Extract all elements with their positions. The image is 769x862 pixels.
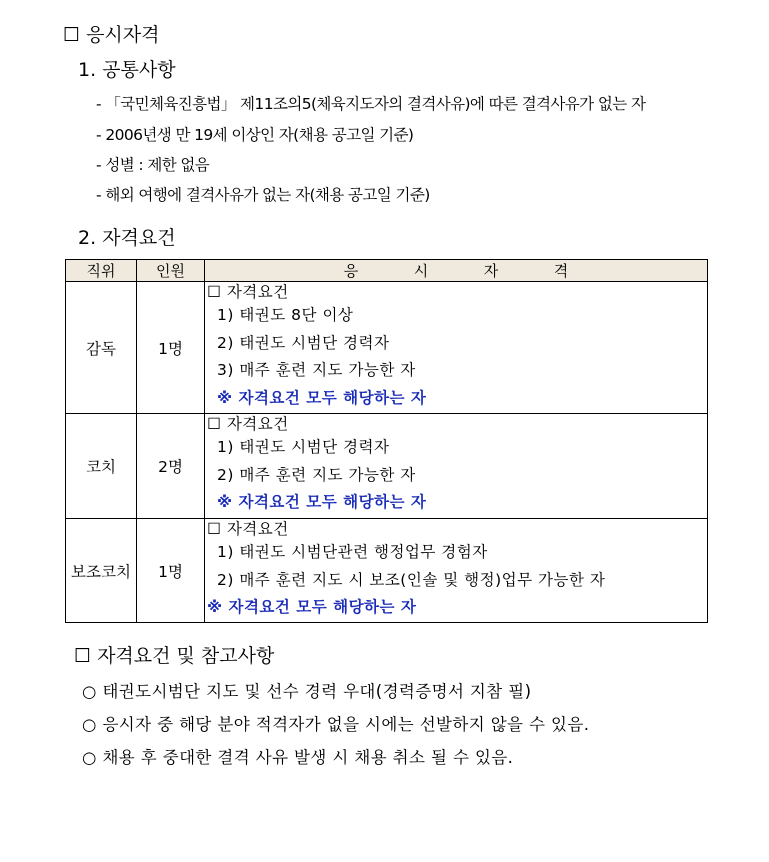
reference-title: ☐ 자격요건 및 참고사항 xyxy=(74,645,275,667)
requirement-line: 1) 태권도 8단 이상 xyxy=(217,306,354,324)
requirement-line: 2) 매주 훈련 지도 시 보조(인솔 및 행정)업무 가능한 자 xyxy=(217,570,606,589)
checkbox-label: ☐ 자격요건 xyxy=(207,520,289,538)
row-count: 1명 xyxy=(137,282,205,414)
checkbox-label: ☐ 자격요건 xyxy=(207,283,289,301)
header-qualification xyxy=(205,260,708,282)
row-position: 코치 xyxy=(66,414,137,519)
header-qual-char: 시 xyxy=(413,262,429,280)
requirement-line: 3) 매주 훈련 지도 가능한 자 xyxy=(217,361,416,379)
reference-item-1: ○ 태권도시범단 지도 및 선수 경력 우대(경력증명서 지참 필) xyxy=(82,682,532,701)
row-qualification xyxy=(205,282,708,414)
row-count: 2명 xyxy=(137,414,205,519)
table-row xyxy=(66,519,708,623)
row-qualification xyxy=(205,414,708,519)
header-qual-char: 자 xyxy=(483,262,499,280)
common-item-3: - 성별 : 제한 없음 xyxy=(96,156,210,174)
common-requirements-title: 1. 공통사항 xyxy=(78,59,176,81)
common-item-2: - 2006년생 만 19세 이상인 자(채용 공고일 기준) xyxy=(96,126,414,144)
row-position: 보조코치 xyxy=(66,519,137,623)
requirement-line: 2) 매주 훈련 지도 가능한 자 xyxy=(217,465,416,484)
requirement-line: 1) 태권도 시범단 경력자 xyxy=(217,438,390,456)
common-item-4: - 해외 여행에 결격사유가 없는 자(채용 공고일 기준) xyxy=(96,186,430,204)
header-position: 직위 xyxy=(66,260,137,282)
section-heading: ☐ 응시자격 xyxy=(63,24,160,46)
table-row xyxy=(66,282,708,414)
common-item-1: - 「국민체육진흥법」 제11조의5(체육지도자의 결격사유)에 따른 결격사유가 없는 자 xyxy=(96,95,646,113)
row-count: 1명 xyxy=(137,519,205,623)
header-count: 인원 xyxy=(137,260,205,282)
table-row xyxy=(66,414,708,519)
qualification-table xyxy=(65,259,708,623)
requirement-line: 2) 태권도 시범단 경력자 xyxy=(217,333,390,352)
requirement-note: ※ 자격요건 모두 해당하는 자 xyxy=(217,388,427,407)
reference-item-2: ○ 응시자 중 해당 분야 적격자가 없을 시에는 선발하지 않을 수 있음. xyxy=(82,715,590,734)
header-qual-char: 격 xyxy=(553,262,569,280)
qualification-requirements-title: 2. 자격요건 xyxy=(78,227,176,249)
reference-item-3: ○ 채용 후 중대한 결격 사유 발생 시 채용 취소 될 수 있음. xyxy=(82,748,514,767)
header-qual-char: 응 xyxy=(343,262,359,280)
row-qualification xyxy=(205,519,708,623)
checkbox-label: ☐ 자격요건 xyxy=(207,415,289,433)
requirement-note: ※ 자격요건 모두 해당하는 자 xyxy=(217,493,427,511)
requirement-note: ※ 자격요건 모두 해당하는 자 xyxy=(207,598,417,616)
requirement-line: 1) 태권도 시범단관련 행정업무 경험자 xyxy=(217,543,488,561)
row-position: 감독 xyxy=(66,282,137,414)
table-header-row xyxy=(66,260,708,282)
